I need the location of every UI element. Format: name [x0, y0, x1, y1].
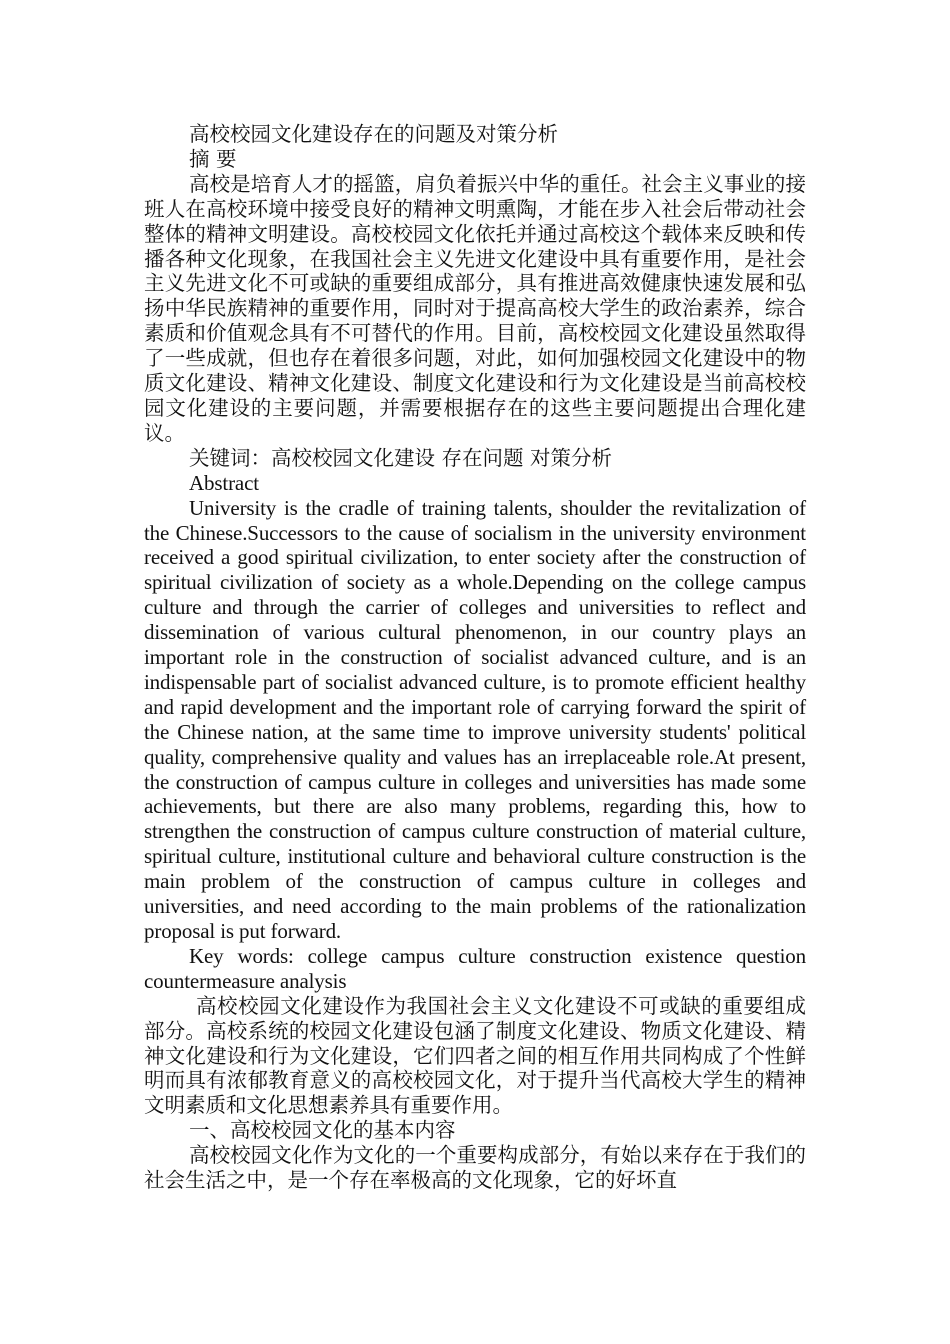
- section-1-paragraph: 高校校园文化作为文化的一个重要构成部分，有始以来存在于我们的社会生活之中，是一个存在率极高的文化现象，它的好坏直: [144, 1143, 806, 1193]
- document-title: 高校校园文化建设存在的问题及对策分析: [189, 122, 558, 146]
- abstract-cn: 高校是培育人才的摇篮，肩负着振兴中华的重任。社会主义事业的接班人在高校环境中接受良好的精神文明熏陶，才能在步入社会后带动社会整体的精神文明建设。高校校园文化依托并通过高校这个载体来反映和传播各种文化现象，在我国社会主义先进文化建设中具有重要作用，是社会主义先进文化不可或缺的重要组成部分，具有推进高效健康快速发展和弘扬中华民族精神的重要作用，同时对于提高高校大学生的政治素养，综合素质和价值观念具有不可替代的作用。目前，高校校园文化建设虽然取得了一些成就，但也存在着很多问题，对此，如何加强校园文化建设中的物质文化建设、精神文化建设、制度文化建设和行为文化建设是当前高校校园文化建设的主要问题，并需要根据存在的这些主要问题提出合理化建议。: [144, 171, 806, 445]
- keywords-cn: 关键词：高校校园文化建设 存在问题 对策分析: [189, 445, 613, 470]
- keywords-en: Key words: college campus culture construction existence question countermeasure analysis: [144, 943, 806, 993]
- document-page: [144, 122, 806, 1193]
- abstract-heading-cn: 摘 要: [189, 146, 237, 171]
- abstract-heading-en: Abstract: [189, 470, 259, 495]
- section-1-heading: 一、高校校园文化的基本内容: [189, 1118, 456, 1143]
- abstract-en: University is the cradle of training talents, shoulder the revitalization of the Chinese.Successors to the cause of socialism in the university environment received a good spiritual civilization, to enter society after the construction of spiritual civilization of society as a whole.Depending on the college campus culture and through the carrier of colleges and universities to reflect and dissemination of various cultural phenomenon, in our country plays an important role in the construction of socialist advanced culture, and is an indispensable part of socialist advanced culture, is to promote efficient healthy and rapid development and the important role of carrying forward the spirit of the Chinese nation, at the same time to improve university students' political quality, comprehensive quality and values has an irreplaceable role.At present, the construction of campus culture in colleges and universities has made some achievements, but there are also many problems, regarding this, how to strengthen the construction of campus culture construction of material culture, spiritual culture, institutional culture and behavioral culture construction is the main problem of the construction of campus culture in colleges and universities, and need according to the main problems of the rationalization proposal is put forward.: [144, 495, 806, 943]
- intro-paragraph: 高校校园文化建设作为我国社会主义文化建设不可或缺的重要组成部分。高校系统的校园文化建设包涵了制度文化建设、物质文化建设、精神文化建设和行为文化建设，它们四者之间的相互作用共同构成了个性鲜明而具有浓郁教育意义的高校校园文化，对于提升当代高校大学生的精神文明素质和文化思想素养具有重要作用。: [144, 993, 806, 1118]
